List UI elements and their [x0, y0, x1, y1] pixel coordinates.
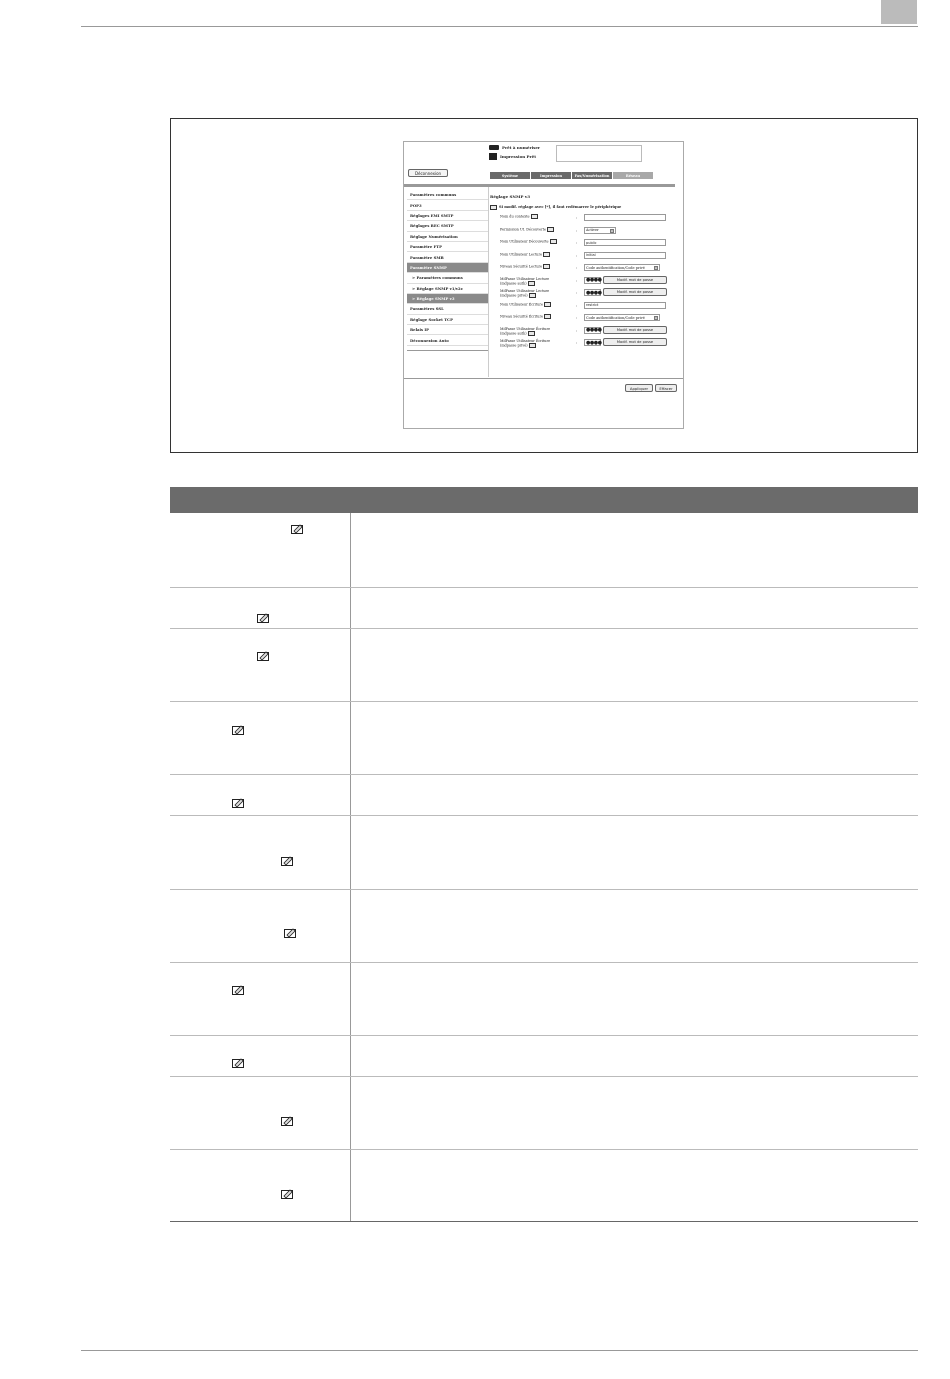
sidebar-divider — [488, 187, 489, 377]
column-separator — [350, 513, 351, 1222]
row-divider — [170, 962, 918, 963]
edit-icon — [257, 612, 270, 623]
printer-icon — [489, 153, 497, 160]
edit-icon — [550, 239, 557, 244]
colon: : — [576, 240, 578, 245]
logout-button[interactable]: Déconnexion — [408, 169, 448, 177]
field-label: MdPasse Utilisateur Écriture — [500, 326, 551, 331]
header-rule — [81, 26, 918, 27]
edit-icon — [281, 1188, 294, 1199]
chevron-down-icon: ▾ — [655, 266, 657, 270]
colon: : — [576, 215, 578, 220]
description-table — [170, 487, 918, 1222]
read-user-input[interactable]: initial — [584, 252, 666, 259]
status-print-label: Impression Prêt — [500, 154, 537, 159]
password-field[interactable]: ●●●● — [586, 277, 602, 283]
chevron-down-icon: ▾ — [611, 228, 613, 233]
sidebar-item[interactable]: Réglages EMI SMTP — [407, 211, 488, 221]
field-row — [490, 325, 680, 338]
row-divider — [170, 701, 918, 702]
scanner-icon — [489, 145, 499, 150]
field-label: Nom du contexte — [500, 214, 530, 219]
field-sublabel: (mdpasse privé) — [500, 343, 528, 348]
tab-fax-numerisation[interactable]: Fax/Numérisation — [572, 172, 612, 179]
sidebar-item-snmp[interactable]: Paramètre SNMP — [407, 263, 488, 273]
table-header — [170, 487, 918, 513]
sidebar-subitem[interactable]: > Paramètres communs — [407, 273, 488, 283]
edit-icon — [543, 264, 550, 269]
colon: : — [576, 265, 578, 270]
form-bottom-rule — [404, 378, 683, 379]
sidebar-subitem-snmp-v3[interactable]: > Réglage SNMP v3 — [407, 294, 488, 304]
edit-icon — [281, 855, 294, 866]
status-ready — [489, 145, 540, 150]
colon: : — [576, 302, 578, 308]
page-title: Réglage SNMP v3 — [490, 193, 530, 199]
select-value: Code authentification/Code privé — [586, 315, 645, 320]
apply-button[interactable]: Appliquer — [625, 384, 653, 392]
sidebar-item[interactable]: Paramètres communs — [407, 190, 488, 200]
field-row — [490, 212, 680, 225]
page-tab — [881, 0, 917, 24]
status-ready-label: Prêt à numériser — [502, 145, 541, 150]
table-bottom-rule — [170, 1221, 918, 1222]
edit-icon — [490, 205, 497, 210]
discovery-user-input[interactable]: public — [584, 239, 666, 246]
web-ui-screenshot — [403, 141, 684, 429]
main-panel — [490, 190, 680, 350]
sidebar — [407, 190, 488, 351]
row-divider — [170, 628, 918, 629]
restart-note-text: Si modif. réglage avec [*], il faut redémarrer le périphérique — [499, 205, 622, 209]
change-password-button[interactable]: Modif. mot de passe — [603, 338, 667, 346]
row-divider — [170, 774, 918, 775]
edit-icon — [543, 252, 550, 257]
field-sublabel: (mdpasse auth) — [500, 281, 527, 285]
edit-icon — [281, 1115, 294, 1126]
tab-underline-bar — [404, 184, 675, 187]
password-field[interactable]: ●●●● — [586, 339, 602, 346]
edit-icon — [528, 281, 535, 286]
colon: : — [576, 252, 578, 258]
change-password-button[interactable]: Modif. mot de passe — [603, 288, 667, 296]
field-row — [490, 300, 680, 313]
field-sublabel: (mdpasse auth) — [500, 331, 527, 335]
row-divider — [170, 1149, 918, 1150]
edit-icon — [544, 302, 551, 307]
colon: : — [576, 340, 578, 345]
status-print — [489, 153, 536, 160]
edit-icon — [284, 927, 297, 938]
message-box — [556, 145, 642, 162]
edit-icon — [529, 343, 536, 348]
restart-note — [490, 202, 680, 212]
row-divider — [170, 587, 918, 588]
colon: : — [576, 277, 578, 283]
select-value: Code authentification/Code privé — [586, 265, 645, 270]
discovery-permission-select[interactable] — [584, 227, 616, 234]
clear-button[interactable]: Effacer — [655, 384, 677, 392]
password-field[interactable]: ●●●● — [586, 289, 602, 296]
field-label: MdPasse Utilisateur Lecture — [500, 276, 550, 281]
edit-icon — [529, 293, 536, 298]
field-label: Niveau Sécurité Lecture — [500, 264, 543, 269]
field-row — [490, 250, 680, 263]
edit-icon — [232, 797, 245, 808]
edit-icon — [528, 331, 535, 336]
edit-icon — [232, 984, 245, 995]
read-security-select[interactable] — [584, 264, 660, 271]
edit-icon — [531, 214, 538, 219]
colon: : — [576, 315, 578, 320]
field-label: Nom Utilisateur Lecture — [500, 252, 543, 256]
edit-icon — [257, 650, 270, 661]
tab-bar — [490, 172, 653, 179]
field-row — [490, 312, 680, 325]
edit-icon — [547, 227, 554, 232]
colon: : — [576, 290, 578, 295]
field-row — [490, 275, 680, 288]
sidebar-subitem[interactable]: > Réglage SNMP v1/v2c — [407, 284, 488, 294]
footer-rule — [81, 1350, 918, 1351]
row-divider — [170, 1076, 918, 1077]
row-divider — [170, 1035, 918, 1036]
edit-icon — [232, 724, 245, 735]
sidebar-item[interactable]: POP3 — [407, 200, 488, 210]
field-sublabel: (mdpasse privé) — [500, 293, 528, 298]
context-name-input[interactable] — [584, 214, 666, 221]
field-label: MdPasse Utilisateur Écriture — [500, 339, 551, 343]
field-row — [490, 237, 680, 250]
select-value: Activer — [586, 228, 599, 232]
field-label: Niveau Sécurité Écriture — [500, 314, 544, 319]
field-row — [490, 262, 680, 275]
field-label: Nom Utilisateur Découverte — [500, 239, 549, 244]
edit-icon — [544, 314, 551, 319]
tab-reseau[interactable]: Réseau — [613, 172, 653, 179]
field-label: Permission Ut. Découverte — [500, 227, 547, 231]
colon: : — [576, 227, 578, 233]
sidebar-item[interactable]: Déconnexion Auto — [407, 335, 488, 345]
sidebar-item[interactable]: Paramètres SSL — [407, 304, 488, 314]
field-row — [490, 337, 680, 350]
field-row — [490, 287, 680, 300]
sidebar-item[interactable]: Réglage Numérisation — [407, 232, 488, 242]
tab-impression[interactable]: Impression — [531, 172, 571, 179]
sidebar-item[interactable]: Paramètre SMB — [407, 252, 488, 262]
password-field[interactable]: ●●●● — [586, 327, 602, 333]
colon: : — [576, 327, 578, 333]
sidebar-item[interactable]: Paramètre FTP — [407, 242, 488, 252]
write-security-select[interactable] — [584, 314, 660, 321]
edit-icon — [291, 523, 304, 534]
tab-systeme[interactable]: Système — [490, 172, 530, 179]
row-divider — [170, 889, 918, 890]
sidebar-item[interactable]: Relais IP — [407, 325, 488, 335]
change-password-button[interactable]: Modif. mot de passe — [603, 276, 667, 284]
sidebar-item[interactable]: Réglages REC SMTP — [407, 221, 488, 231]
field-label: Nom Utilisateur Écriture — [500, 302, 544, 306]
sidebar-rule — [407, 350, 488, 351]
field-label: MdPasse Utilisateur Lecture — [500, 289, 550, 293]
row-divider — [170, 815, 918, 816]
write-user-input[interactable]: restrict — [584, 302, 666, 309]
change-password-button[interactable]: Modif. mot de passe — [603, 326, 667, 334]
edit-icon — [232, 1057, 245, 1068]
chevron-down-icon: ▾ — [655, 316, 657, 320]
field-row — [490, 225, 680, 238]
sidebar-item[interactable]: Réglage Socket TCP — [407, 315, 488, 325]
